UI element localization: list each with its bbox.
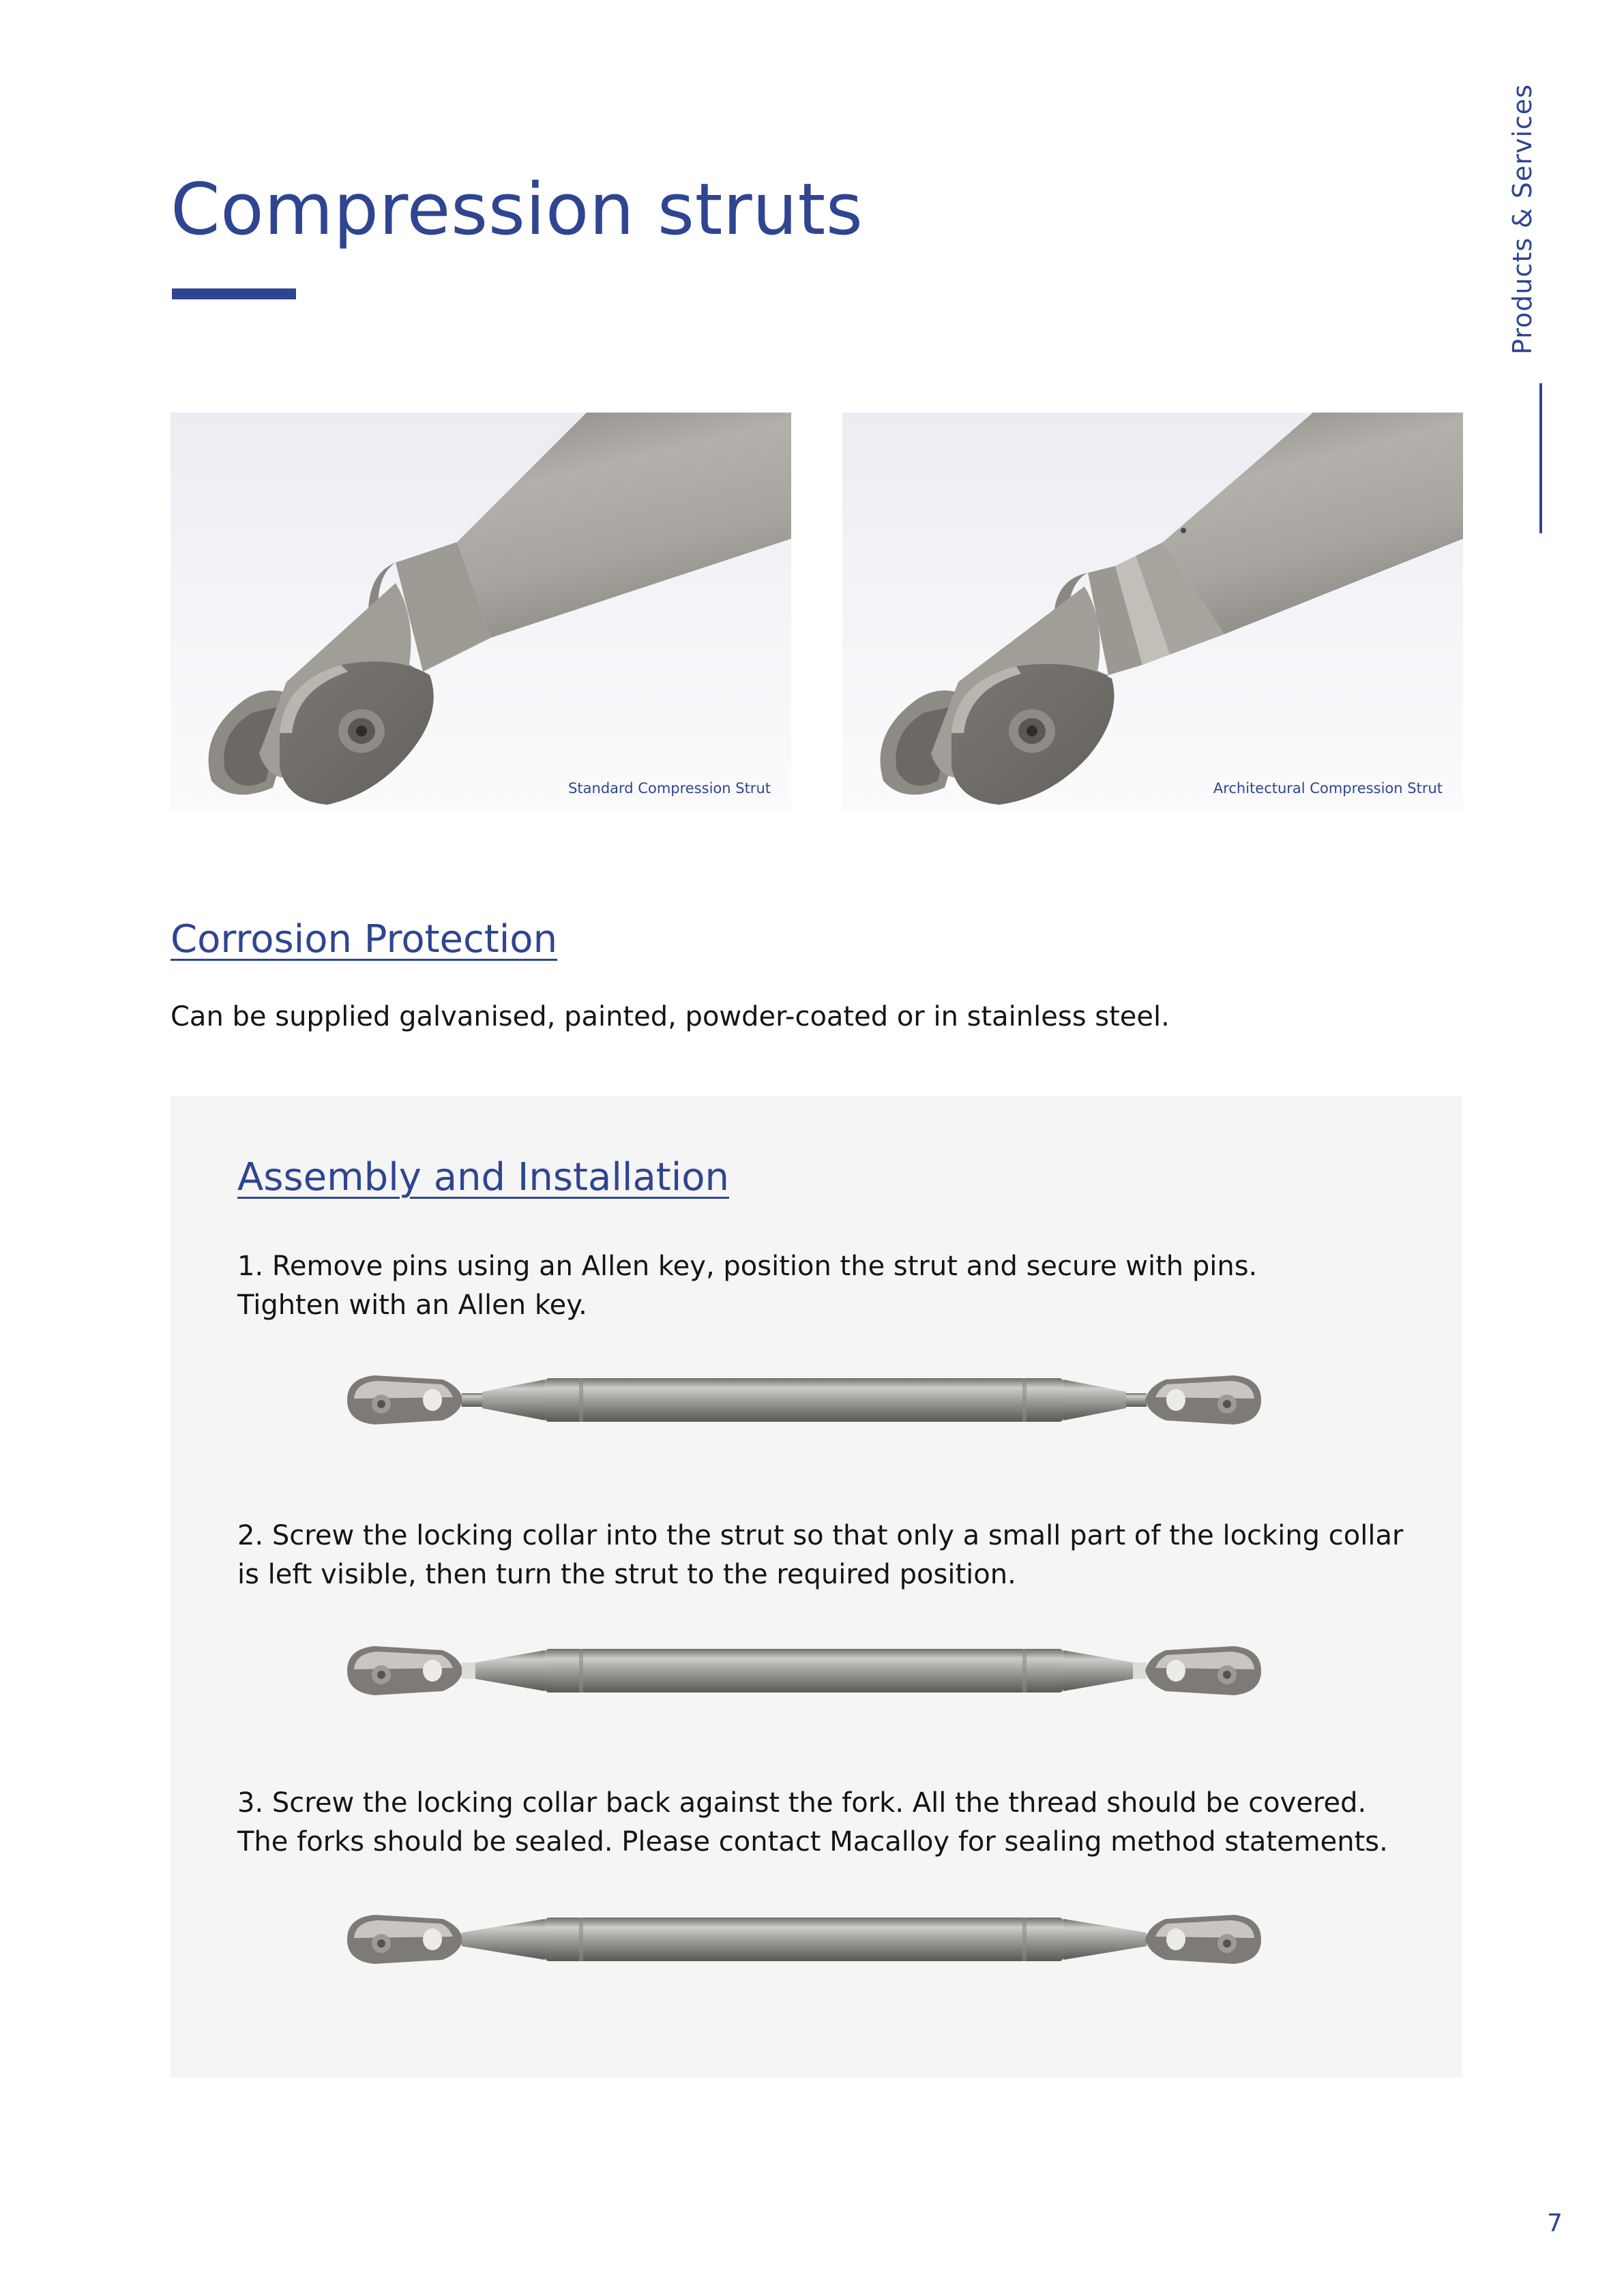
architectural-strut-photo: [842, 413, 1463, 811]
standard-strut-render-icon: [171, 413, 791, 811]
strut-icon: [340, 1905, 1268, 1973]
step-text-line-1: 3. Screw the locking collar back against the fork. All the thread should be covered.: [237, 1787, 1367, 1819]
page-number: 7: [1547, 2209, 1563, 2237]
assembly-panel: [171, 1096, 1462, 2078]
strut-icon: [340, 1366, 1268, 1434]
section-label: Products & Services: [1507, 83, 1537, 355]
corrosion-text: Can be supplied galvanised, painted, powder-coated or in stainless steel.: [171, 1001, 1170, 1032]
step-text-line-2: Tighten with an Allen key.: [237, 1289, 587, 1321]
photo-caption: Architectural Compression Strut: [1213, 780, 1443, 796]
strut-icon: [340, 1637, 1268, 1705]
standard-strut-photo: [171, 413, 791, 811]
page-title: Compression struts: [171, 168, 863, 251]
step-text-line-2: The forks should be sealed. Please contact Macalloy for sealing method statements.: [237, 1826, 1388, 1858]
assembly-heading: Assembly and Installation: [237, 1155, 730, 1199]
step-text-line-2: is left visible, then turn the strut to the required position.: [237, 1559, 1016, 1590]
section-label-rule: [1539, 383, 1542, 533]
corrosion-heading: Corrosion Protection: [171, 917, 558, 961]
step-text-line-1: 1. Remove pins using an Allen key, position the strut and secure with pins.: [237, 1251, 1258, 1282]
title-underline-rule: [172, 288, 296, 299]
photo-caption: Standard Compression Strut: [568, 780, 771, 796]
architectural-strut-render-icon: [842, 413, 1463, 811]
step-text-line-1: 2. Screw the locking collar into the strut so that only a small part of the locking collar: [237, 1520, 1404, 1551]
